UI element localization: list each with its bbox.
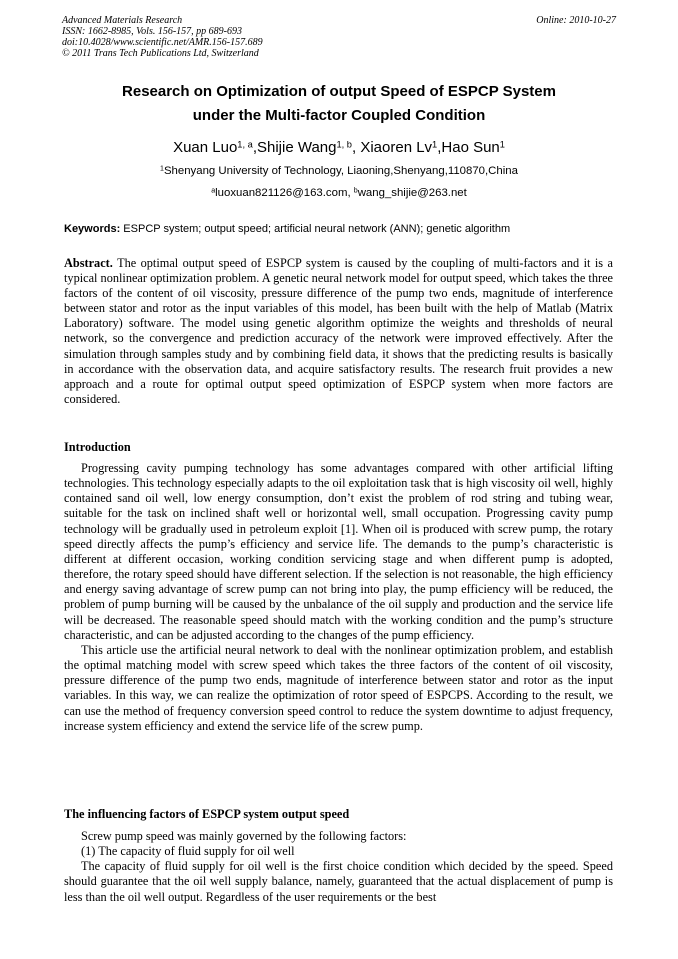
author-name: Xuan Luo xyxy=(173,139,238,156)
paragraph: Screw pump speed was mainly governed by the following factors: xyxy=(81,829,407,843)
factors-body xyxy=(64,829,613,905)
title-line-1: Research on Optimization of output Speed of ESPCP System xyxy=(122,83,556,100)
paper-title xyxy=(40,80,638,128)
author-list xyxy=(40,138,638,158)
introduction-body xyxy=(64,461,613,734)
author-sup: 1 xyxy=(499,139,505,150)
keywords-text: ESPCP system; output speed; artificial neural network (ANN); genetic algorithm xyxy=(120,223,511,235)
journal-name: Advanced Materials Research xyxy=(62,15,183,26)
abstract-text: The optimal output speed of ESPCP system is caused by the coupling of multi-factors and it is a typical nonlinear optimization problem. A genetic neural network model for output speed, which takes the three factors of the content of oil viscosity, pressure difference of the pump two ends, magnitude of interference between stator and rotor as the input variables of this model, has been built with the help of Matlab (Matrix Laboratory) software. The model using genetic algorithm optimize the weights and thresholds of neural network, so the convergence and prediction accuracy of the network were improved effectively. After the simulation through samples study and by combining field data, it shows that the predicting results is basically in accordance with the observation data, and acquire satisfactory results. The research fruit provides a new approach and a route for optimal output speed optimization of ESPCP system when more factors are considered. xyxy=(64,256,613,406)
affiliation xyxy=(40,163,638,179)
author-sep: , xyxy=(252,139,257,156)
doi-line: doi:10.4028/www.scientific.net/AMR.156-157.689 xyxy=(62,37,263,48)
affiliation-text: Shenyang University of Technology, Liaoning,Shenyang,110870,China xyxy=(163,165,518,177)
issn-line: ISSN: 1662-8985, Vols. 156-157, pp 689-693 xyxy=(62,26,242,37)
author-name: Xiaoren Lv xyxy=(360,139,433,156)
online-date: Online: 2010-10-27 xyxy=(536,15,616,26)
affiliation-sup: 1 xyxy=(160,165,164,173)
abstract xyxy=(64,256,613,407)
paragraph: Progressing cavity pumping technology has some advantages compared with other artificial lifting technologies. This technology especially adapts to the oil exploitation task that is high viscosity oil well, highly contained sand oil well, low energy consumption, don’t exist the problem of rod string and tubing wear, suitable for the task on inclined shaft well or horizontal well, small occupation. Progressing cavity pump technology will be gradually used in petroleum exploit [1]. When oil is produced with screw pump, the rotary speed directly affects the pump’s efficiency and service life. The demands to the pump’s characteristic is different at different occasion, working condition servicing stage and when different pump is adopted, therefore, the rotary speed should have different selection. If the selection is not reasonable, the high efficiency and energy saving advantage of screw pump can not bring into play, the pump efficiency will be reduced, the problem of pump burning will be caused by the unbalance of the oil supply and production and the service life will be decreased. The reasonable speed should match with the working condition and the pump’s structure characteristic, and can be adjusted according to the changes of the pump efficiency. xyxy=(64,461,613,642)
author-sup: 1 xyxy=(432,139,438,150)
keywords xyxy=(64,222,616,236)
author-sep: , xyxy=(437,139,442,156)
copyright-line: © 2011 Trans Tech Publications Ltd, Switzerland xyxy=(62,48,259,59)
paragraph: (1) The capacity of fluid supply for oil well xyxy=(81,844,295,859)
title-line-2: under the Multi-factor Coupled Condition xyxy=(192,107,486,124)
email-line xyxy=(40,185,638,201)
journal-header xyxy=(62,15,616,59)
factors-heading: The influencing factors of ESPCP system output speed xyxy=(64,807,350,821)
paragraph: This article use the artificial neural network to deal with the nonlinear optimization problem, and establish the optimal matching model with screw speed which takes the three factors of the content of oil viscosity, pressure difference of the pump two ends, magnitude of interference between stator and rotor as the input variables. In this way, we can realize the optimization of rotor speed of ESPCPS. According to the result, we can use the method of frequency conversion speed control to reduce the system downtime to adjust frequency, increase system efficiency and extend the service life of the screw pump. xyxy=(64,642,613,733)
introduction-heading: Introduction xyxy=(64,440,131,454)
paragraph: The capacity of fluid supply for oil well is the first choice condition which decided by the speed. Speed should guarantee that the oil well supply balance, namely, guaranteed that the actual displacement of pump is less than the oil well output. Regardless of the user requirements or the best xyxy=(64,859,613,904)
author-sup: 1, b xyxy=(336,139,352,150)
abstract-label: Abstract. xyxy=(64,256,113,270)
keywords-label: Keywords: xyxy=(64,223,121,235)
email-link[interactable]: wang_shijie@263.net xyxy=(357,187,467,199)
email-sup: b xyxy=(353,187,358,195)
email-sup: a xyxy=(211,187,216,195)
author-sep: , xyxy=(351,139,361,156)
author-sup: 1, a xyxy=(237,139,253,150)
author-name: Hao Sun xyxy=(441,139,500,156)
author-name: Shijie Wang xyxy=(256,139,337,156)
email-link[interactable]: luoxuan821126@163.com, xyxy=(215,187,354,199)
